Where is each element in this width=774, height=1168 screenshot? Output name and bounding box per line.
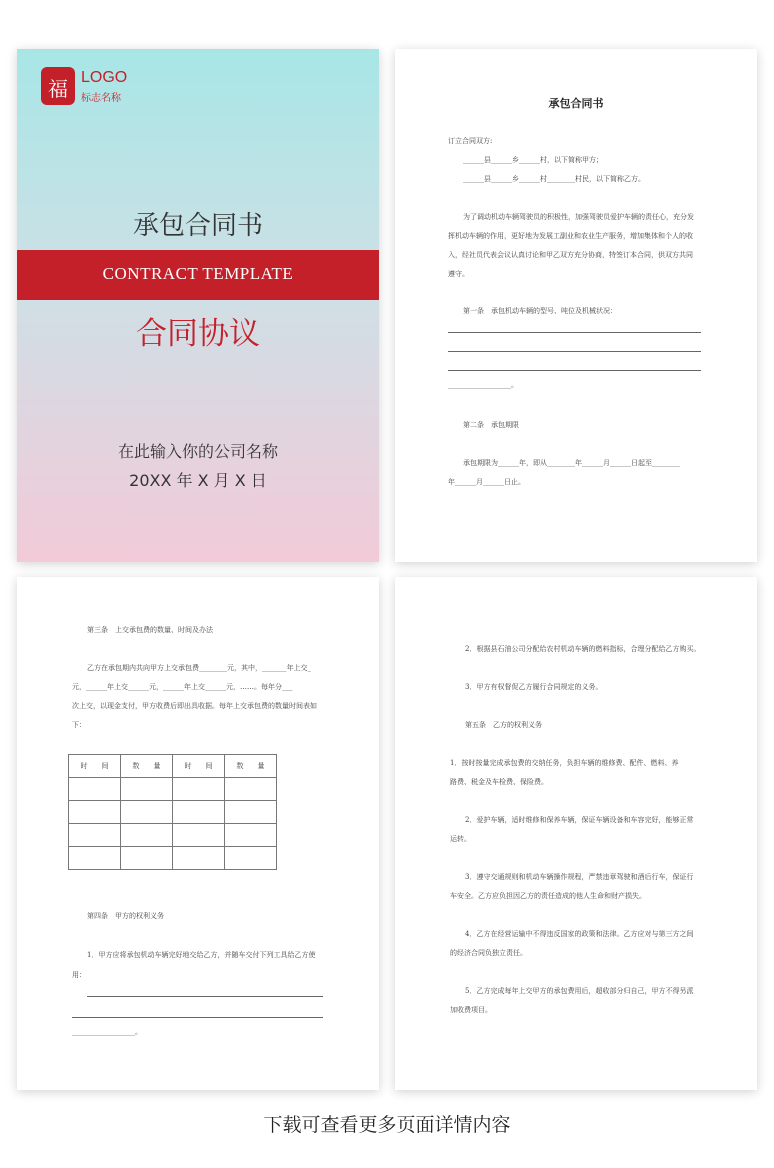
text-line: 加收费项目。 xyxy=(450,1006,492,1014)
text-line: 挥机动车辆的作用，更好地为发展工副业和农业生产服务，增加集体和个人的收 xyxy=(448,232,693,240)
table-cell xyxy=(173,801,225,824)
table-cell xyxy=(173,847,225,870)
table-row xyxy=(69,824,277,847)
cover-title: 承包合同书 xyxy=(132,211,263,241)
table-header-cell: 数 量 xyxy=(121,755,173,778)
table-cell xyxy=(121,824,173,847)
text-line: 4．乙方在经营运输中不得违反国家的政策和法律。乙方应对与第三方之间 xyxy=(465,930,694,938)
text-line: 1．按时按量完成承包费的交纳任务，负担车辆的维修费、配件、燃料、养 xyxy=(450,759,679,767)
table-row xyxy=(69,847,277,870)
text-line: 元，______年上交______元，______年上交______元，……。每年分___ xyxy=(72,683,293,691)
text-line: 的经济合同负独立责任。 xyxy=(450,949,527,957)
payment-schedule-table xyxy=(68,754,277,870)
contract-page-1 xyxy=(395,49,757,562)
table-header-row xyxy=(69,755,277,778)
contract-page-3 xyxy=(395,577,757,1090)
blank-line xyxy=(448,351,701,352)
text-line: __________________。 xyxy=(72,1028,142,1036)
text-line: 年______月______日止。 xyxy=(448,478,525,486)
text-line: 订立合同双方: xyxy=(448,137,493,145)
blank-line xyxy=(87,996,323,997)
table-cell xyxy=(69,801,121,824)
text-line: 路费、税金及车检费、保险费。 xyxy=(450,778,548,786)
cover-date: 20XX 年 X 月 X 日 xyxy=(129,471,267,490)
text-line: 车安全。乙方应负担因乙方的责任造成的他人生命和财产损失。 xyxy=(450,892,646,900)
table-cell xyxy=(225,801,277,824)
text-line: 为了调动机动车辆驾驶员的积极性，加强驾驶员爱护车辆的责任心，充分发 xyxy=(463,213,694,221)
clause-heading: 第一条 承包机动车辆的型号、吨位及机械状况： xyxy=(463,307,617,315)
cover-band xyxy=(17,250,379,300)
table-cell xyxy=(225,778,277,801)
text-line: ______县______乡______村________村民，以下简称乙方。 xyxy=(463,175,645,183)
doc-title: 承包合同书 xyxy=(548,97,604,110)
text-line: 5．乙方完成每年上交甲方的承包费用后，超收部分归自己，甲方不得另派 xyxy=(465,987,694,995)
cover-band-text: CONTRACT TEMPLATE xyxy=(102,264,294,283)
contract-page-2 xyxy=(17,577,379,1090)
table-cell xyxy=(225,847,277,870)
table-header-cell: 数 量 xyxy=(225,755,277,778)
logo-seal-icon xyxy=(41,67,75,105)
text-line: 3．甲方有权督促乙方履行合同规定的义务。 xyxy=(465,683,603,691)
cover-subtitle: 合同协议 xyxy=(136,316,260,352)
blank-line xyxy=(72,1017,323,1018)
text-line: 2．根据县石油公司分配给农村机动车辆的燃料指标，合理分配给乙方购买。 xyxy=(465,645,701,653)
logo-text: LOGO xyxy=(81,69,128,86)
text-line: 承包期限为______年，即从________年______月______日起至________ xyxy=(463,459,680,467)
table-cell xyxy=(173,778,225,801)
clause-heading: 第五条 乙方的权利义务 xyxy=(465,721,542,729)
cover-page xyxy=(17,49,379,562)
clause-heading: 第二条 承包期限 xyxy=(463,421,519,429)
text-line: ______县______乡______村，以下简称甲方； xyxy=(463,156,603,164)
text-line: 遵守。 xyxy=(448,270,469,278)
table-row xyxy=(69,801,277,824)
text-line: 2．爱护车辆，适时维修和保养车辆，保证车辆设备和车容完好，能够正常 xyxy=(465,816,694,824)
clause-heading: 第三条 上交承包费的数量、时间及办法 xyxy=(87,626,213,634)
footer-caption: 下载可查看更多页面详情内容 xyxy=(263,1114,511,1136)
text-line: 运转。 xyxy=(450,835,471,843)
table-header-cell: 时 间 xyxy=(173,755,225,778)
table-cell xyxy=(173,824,225,847)
logo-subtitle: 标志名称 xyxy=(81,93,121,104)
clause-heading: 第四条 甲方的权利义务 xyxy=(87,912,164,920)
table-header-cell: 时 间 xyxy=(69,755,121,778)
company-name: 在此输入你的公司名称 xyxy=(117,442,278,461)
text-line: 下： xyxy=(72,721,86,729)
text-line: 乙方在承包期内共向甲方上交承包费________元，其中，_______年上交_ xyxy=(87,664,311,672)
table-cell xyxy=(69,778,121,801)
blank-line xyxy=(448,370,701,371)
text-line: 入，经社员代表会议认真讨论和甲乙双方充分协商，特签订本合同，供双方共同 xyxy=(448,251,693,259)
table-cell xyxy=(121,847,173,870)
blank-line xyxy=(448,332,701,333)
text-line: __________________。 xyxy=(448,381,518,389)
text-line: 次上交，以现金支付，甲方收费后即出具收据。每年上交承包费的数量时间表如 xyxy=(72,702,317,710)
text-line: 3．遵守交通规则和机动车辆操作规程，严禁违章驾驶和酒后行车，保证行 xyxy=(465,873,694,881)
text-line: 用： xyxy=(72,971,86,979)
table-cell xyxy=(69,824,121,847)
table-cell xyxy=(225,824,277,847)
table-row xyxy=(69,778,277,801)
table-cell xyxy=(121,801,173,824)
logo-char: 福 xyxy=(48,77,68,101)
table-cell xyxy=(121,778,173,801)
text-line: 1．甲方应将承包机动车辆完好地交给乙方，并随车交付下列工具给乙方使 xyxy=(87,951,316,959)
table-cell xyxy=(69,847,121,870)
